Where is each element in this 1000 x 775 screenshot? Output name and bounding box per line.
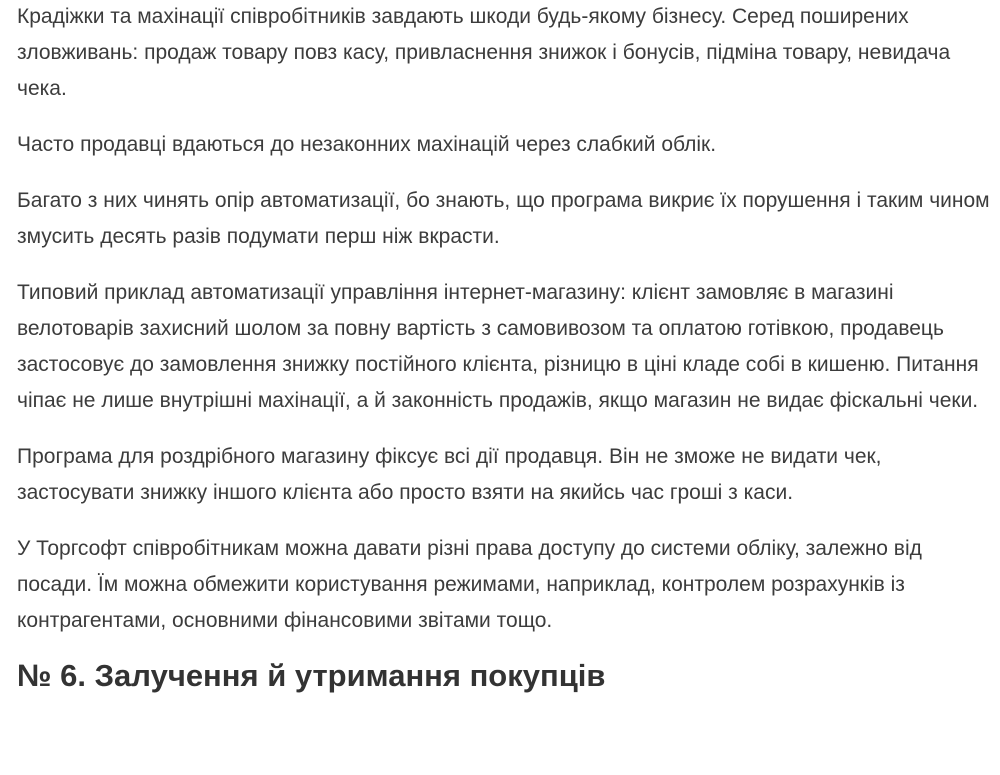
paragraph-weak-accounting: Часто продавці вдаються до незаконних махінацій через слабкий облік. <box>17 133 717 156</box>
paragraph-automation-resistance: Багато з них чинять опір автоматизації, бо знають, що програма викриє їх порушення і таким чином змусить десять разів подумати перш ніж вкрасти. <box>17 189 990 248</box>
paragraph-retail-program: Програма для роздрібного магазину фіксує всі дії продавця. Він не зможе не видати чек, застосувати знижку іншого клієнта або просто взяти на якийсь час гроші з каси. <box>17 445 882 504</box>
paragraph-employee-theft: Крадіжки та махінації співробітників завдають шкоди будь-якому бізнесу. Серед поширених зловживань: продаж товару повз касу, привласнення знижок і бонусів, підміна товару, невидача чека. <box>17 5 951 100</box>
paragraph-online-store-example: Типовий приклад автоматизації управління інтернет-магазину: клієнт замовляє в магазині велотоварів захисний шолом за повну вартість з самовивозом та оплатою готівкою, продавець застосовує до замовлення знижку постійного клієнта, різницю в ціні кладе собі в кишеню. Питання чіпає не лише внутрішні махінації, а й законність продажів, якщо магазин не видає фіскальні чеки. <box>17 281 979 412</box>
section-heading: № 6. Залучення й утримання покупців <box>17 658 606 693</box>
paragraph-access-rights: У Торгсофт співробітникам можна давати різні права доступу до системи обліку, залежно від посади. Їм можна обмежити користування режимами, наприклад, контролем розрахунків із контрагентами, основними фінансовими звітами тощо. <box>17 537 922 632</box>
